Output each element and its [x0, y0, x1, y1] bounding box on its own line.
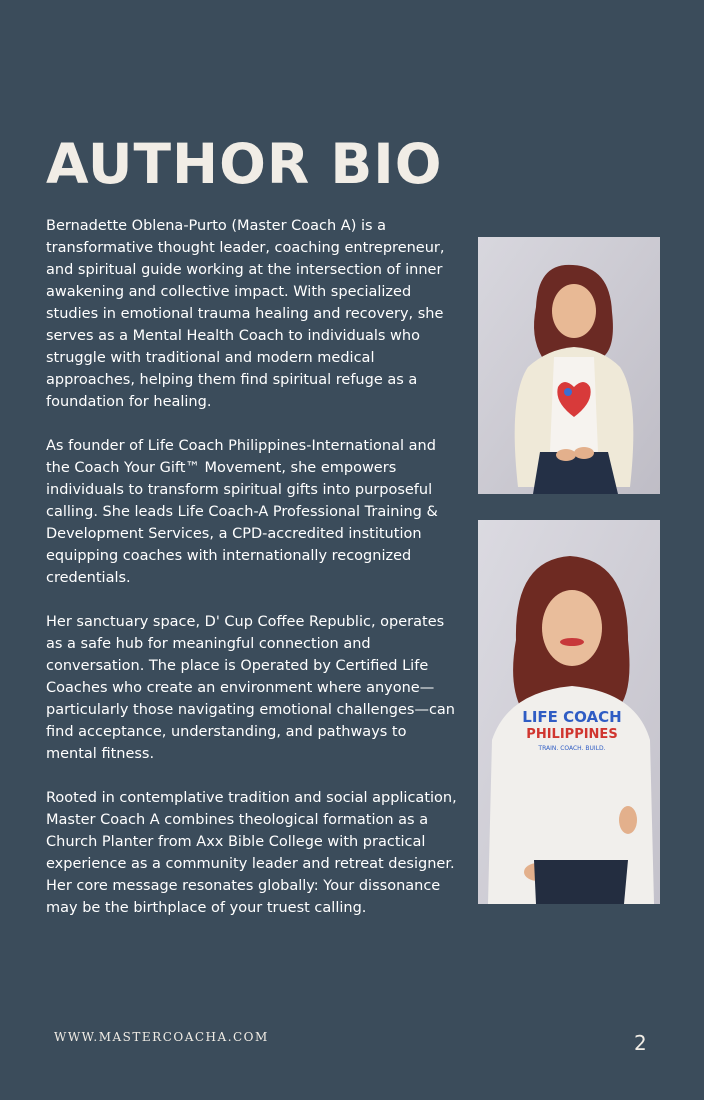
bio-paragraph: Her sanctuary space, D' Cup Coffee Republic, operates as a safe hub for meaningful connection and conversation. The place is Operated by Certified Life Coaches who create an environment where anyone—particularly those navigating emotional challenges—can find acceptance, understanding, and pathways to mental fitness. [46, 614, 456, 762]
author-bio [46, 215, 458, 941]
page-title: AUTHOR BIO [46, 132, 443, 196]
author-photo-seated-image [478, 237, 660, 494]
bio-paragraph: Rooted in contemplative tradition and social application, Master Coach A combines theological formation as a Church Planter from Axx Bible College with practical experience as a community leader and retreat designer. Her core message resonates globally: Your dissonance may be the birthplace of your truest calling. [46, 790, 457, 916]
bio-paragraph: As founder of Life Coach Philippines-International and the Coach Your Gift™ Movement, she empowers individuals to transform spiritual gifts into purposeful calling. She leads Life Coach-A Professional Training & Development Services, a CPD-accredited institution equipping coaches with internationally recognized credentials. [46, 438, 438, 586]
author-photo-standing [478, 520, 660, 904]
author-photo-seated [478, 237, 660, 494]
footer-website: WWW.MASTERCOACHA.COM [54, 1030, 269, 1044]
author-photo-standing-image [478, 520, 660, 904]
sweater-text-line3: TRAIN. COACH. BUILD. [538, 745, 606, 752]
sweater-text-line2: PHILIPPINES [526, 727, 618, 742]
sweater-text-line1: LIFE COACH [522, 708, 622, 726]
bio-paragraph: Bernadette Oblena-Purto (Master Coach A) is a transformative thought leader, coaching entrepreneur, and spiritual guide working at the intersection of inner awakening and collective impact. With specialized studies in emotional trauma healing and recovery, she serves as a Mental Health Coach to individuals who struggle with traditional and modern medical approaches, helping them find spiritual refuge as a foundation for healing. [46, 218, 445, 410]
page-number: 2 [634, 1031, 647, 1055]
